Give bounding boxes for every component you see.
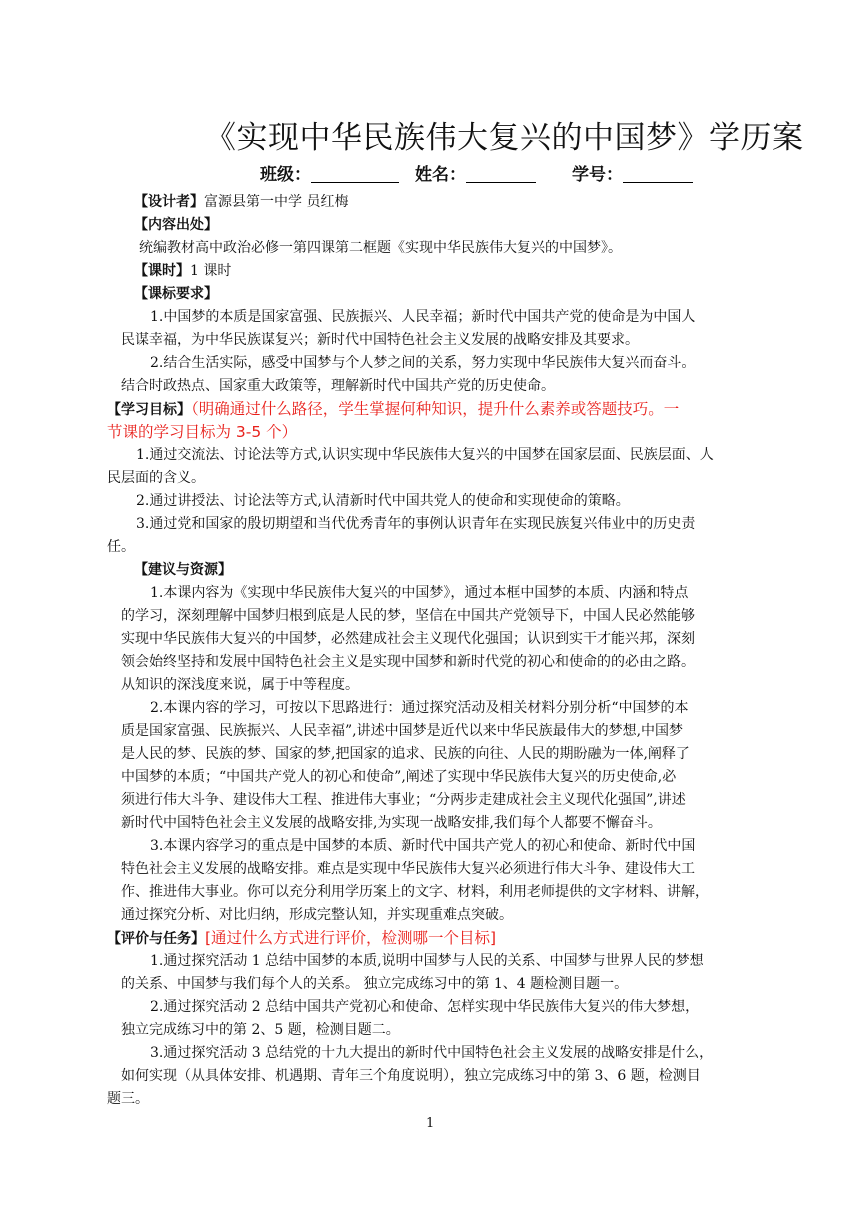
designer-value: 富源县第一中学 员红梅 bbox=[204, 194, 349, 210]
source-heading: 【内容出处】 bbox=[134, 217, 218, 233]
goal-line: 3.通过党和国家的殷切期望和当代优秀青年的事例认识青年在实现民族复兴伟业中的历史责 bbox=[136, 516, 696, 532]
hours-heading: 【课时】 bbox=[134, 263, 190, 279]
advice-line: 质是国家富强、民族振兴、人民幸福”,讲述中国梦是近代以来中华民族最伟大的梦想,中国梦 bbox=[121, 723, 684, 739]
goal-line: 民层面的含义。 bbox=[107, 470, 205, 486]
goal-line: 2.通过讲授法、讨论法等方式,认清新时代中国共党人的使命和实现使命的策略。 bbox=[136, 493, 630, 509]
class-field bbox=[260, 160, 399, 185]
advice-line: 1.本课内容为《实现中华民族伟大复兴的中国梦》，通过本框中国梦的本质、内涵和特点 bbox=[150, 585, 689, 601]
advice-line: 须进行伟大斗争、建设伟大工程、推进伟大事业；“分两步走建成社会主义现代化强国”,讲述 bbox=[121, 792, 686, 808]
advice-line: 2.本课内容的学习，可按以下思路进行：通过探究活动及相关材料分别分析“中国梦的本 bbox=[150, 700, 689, 716]
document-title: 《实现中华民族伟大复兴的中国梦》学历案 bbox=[205, 120, 804, 156]
advice-line: 特色社会主义发展的战略安排。难点是实现中华民族伟大复兴必须进行伟大斗争、建设伟大工 bbox=[121, 861, 695, 877]
goal-note: （明确通过什么路径，学生掌握何种知识，提升什么素养或答题技巧。一 bbox=[191, 400, 680, 418]
class-label: 班级： bbox=[260, 165, 311, 185]
advice-line: 中国梦的本质；“中国共产党人的初心和使命”,阐述了实现中华民族伟大复兴的历史使命,必 bbox=[121, 769, 677, 785]
source-value: 统编教材高中政治必修一第四课第二框题《实现中华民族伟大复兴的中国梦》。 bbox=[139, 240, 622, 256]
eval-line: 2.通过探究活动 2 总结中国共产党初心和使命、怎样实现中华民族伟大复兴的伟大梦想， bbox=[150, 999, 700, 1015]
eval-line: 1.通过探究活动 1 总结中国梦的本质,说明中国梦与人民的关系、中国梦与世界人民的梦想 bbox=[150, 953, 704, 969]
eval-line: 3.通过探究活动 3 总结党的十九大提出的新时代中国特色社会主义发展的战略安排是什么， bbox=[150, 1045, 714, 1061]
standard-heading: 【课标要求】 bbox=[134, 286, 218, 302]
name-field bbox=[415, 160, 536, 185]
advice-line: 实现中华民族伟大复兴的中国梦，必然建成社会主义现代化强国；认识到实干才能兴邦，深刻 bbox=[121, 631, 695, 647]
advice-line: 是人民的梦、民族的梦、国家的梦,把国家的追求、民族的向往、人民的期盼融为一体,阐释了 bbox=[121, 746, 690, 762]
class-blank[interactable] bbox=[311, 164, 399, 183]
eval-line: 如何实现（从具体安排、机遇期、青年三个角度说明），独立完成练习中的第 3、6 题，检测目 bbox=[121, 1068, 701, 1084]
advice-heading: 【建议与资源】 bbox=[134, 562, 232, 578]
hours-line bbox=[134, 262, 231, 280]
goal-line: 任。 bbox=[107, 539, 135, 555]
name-blank[interactable] bbox=[466, 164, 536, 183]
goal-line: 1.通过交流法、讨论法等方式,认识实现中华民族伟大复兴的中国梦在国家层面、民族层面、人 bbox=[136, 447, 714, 463]
advice-line: 新时代中国特色社会主义发展的战略安排,为实现一战略安排,我们每个人都要不懈奋斗。 bbox=[121, 815, 662, 831]
eval-line: 的关系、中国梦与我们每个人的关系。 独立完成练习中的第 1、4 题检测目题一。 bbox=[121, 976, 629, 992]
advice-line: 的学习，深刻理解中国梦归根到底是人民的梦，坚信在中国共产党领导下，中国人民必然能够 bbox=[121, 608, 695, 624]
eval-heading-line bbox=[107, 929, 496, 948]
advice-line: 从知识的深浅度来说，属于中等程度。 bbox=[121, 677, 359, 693]
page-number: 1 bbox=[426, 1116, 435, 1131]
id-label: 学号： bbox=[572, 165, 623, 185]
standard-line: 1.中国梦的本质是国家富强、民族振兴、人民幸福；新时代中国共产党的使命是为中国人 bbox=[150, 309, 696, 325]
designer-line bbox=[134, 193, 348, 211]
designer-heading: 【设计者】 bbox=[134, 194, 204, 210]
eval-line: 题三。 bbox=[107, 1091, 149, 1107]
goal-heading: 【学习目标】 bbox=[107, 402, 191, 418]
advice-line: 领会始终坚持和发展中国特色社会主义是实现中国梦和新时代党的初心和使命的的必由之路。 bbox=[121, 654, 695, 670]
id-blank[interactable] bbox=[623, 164, 693, 183]
eval-note: [通过什么方式进行评价，检测哪一个目标] bbox=[205, 929, 497, 947]
goal-note-line2: 节课的学习目标为 3-5 个） bbox=[107, 423, 298, 441]
eval-heading: 【评价与任务】 bbox=[107, 931, 205, 947]
standard-line: 民谋幸福，为中华民族谋复兴；新时代中国特色社会主义发展的战略安排及其要求。 bbox=[121, 332, 639, 348]
standard-line: 2.结合生活实际，感受中国梦与个人梦之间的关系，努力实现中华民族伟大复兴而奋斗。 bbox=[150, 355, 696, 371]
advice-line: 通过探究分析、对比归纳，形成完整认知，并实现重难点突破。 bbox=[121, 907, 513, 923]
eval-line: 独立完成练习中的第 2、5 题，检测目题二。 bbox=[121, 1022, 400, 1038]
id-field bbox=[572, 160, 693, 185]
advice-line: 3.本课内容学习的重点是中国梦的本质、新时代中国共产党人的初心和使命、新时代中国 bbox=[150, 838, 696, 854]
goal-heading-line bbox=[107, 400, 679, 419]
advice-line: 作、推进伟大事业。你可以充分利用学历案上的文字、材料，利用老师提供的文字材料、讲解， bbox=[121, 884, 709, 900]
standard-line: 结合时政热点、国家重大政策等，理解新时代中国共产党的历史使命。 bbox=[121, 378, 555, 394]
hours-value: 1 课时 bbox=[190, 263, 232, 279]
goal-note-line2-wrap bbox=[107, 423, 297, 442]
name-label: 姓名： bbox=[415, 165, 466, 185]
